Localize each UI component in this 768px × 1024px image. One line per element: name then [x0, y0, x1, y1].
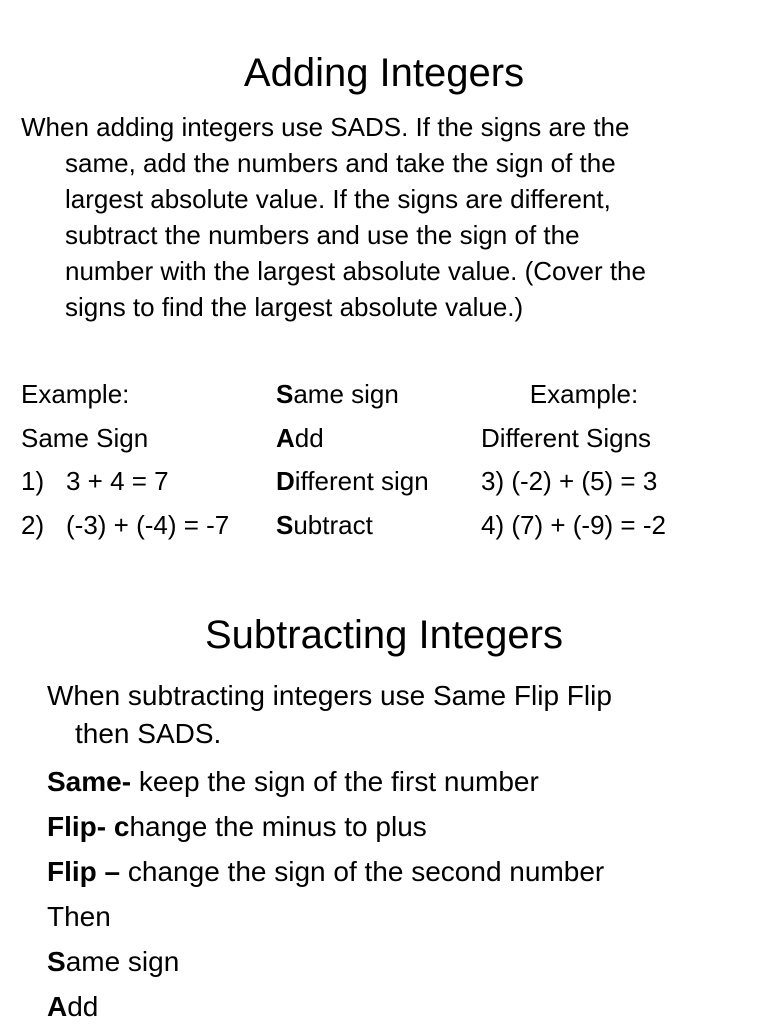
sads-item — [47, 939, 747, 984]
sads-letter: A — [276, 422, 295, 453]
explanation-line: signs to find the largest absolute value.) — [65, 292, 524, 322]
sads-letter: S — [47, 946, 66, 977]
page-title: Adding Integers — [243, 51, 525, 95]
example-item — [21, 460, 229, 504]
example-heading: Example: — [529, 379, 639, 409]
example-text: 3 + 4 = 7 — [66, 466, 169, 496]
sads-letter: D — [276, 466, 295, 496]
example-text: (-3) + (-4) = -7 — [66, 509, 230, 540]
sads-rest: dd — [67, 991, 99, 1022]
rule-keyword: Flip- c — [47, 811, 130, 842]
explanation-line: When adding integers use SADS. If the signs are the — [21, 112, 630, 142]
rule-text: keep the sign of the first number — [131, 766, 539, 797]
rule-keyword: Flip – — [47, 856, 121, 887]
explanation-line: When subtracting integers use Same Flip Flip — [47, 680, 612, 711]
section-title: Subtracting Integers — [205, 613, 563, 657]
sads-letter: S — [276, 509, 294, 540]
example-subheading: Different Signs — [481, 422, 652, 453]
then-label: Then — [47, 901, 111, 932]
sads-letter: A — [47, 991, 68, 1022]
sads-item — [276, 373, 429, 417]
example-item — [21, 504, 229, 548]
sads-item — [276, 460, 429, 504]
same-sign-examples — [21, 373, 229, 547]
sads-rest: ubtract — [293, 509, 373, 540]
sads-item — [276, 417, 429, 461]
example-subheading: Same Sign — [21, 422, 149, 453]
example-number: 1) — [21, 466, 45, 496]
sads-item — [276, 504, 429, 548]
subtracting-explanation — [47, 677, 747, 1024]
sads-rest: dd — [294, 422, 324, 453]
explanation-line: then SADS. — [75, 718, 222, 749]
different-sign-examples — [481, 373, 687, 547]
adding-explanation — [21, 109, 741, 325]
sads-rest: ame sign — [65, 946, 180, 977]
rule-text: change the sign of the second number — [120, 856, 605, 887]
example-number: 2) — [21, 509, 45, 540]
explanation-line: number with the largest absolute value. (Cover the — [65, 256, 646, 286]
rule-item — [47, 849, 747, 894]
example-heading: Example: — [21, 379, 130, 409]
explanation-line: subtract the numbers and use the sign of the — [65, 220, 580, 250]
rule-item — [47, 804, 747, 849]
sads-rest: ifferent sign — [294, 466, 429, 496]
sads-letter: S — [276, 379, 294, 409]
rule-keyword: Same- — [47, 766, 132, 797]
rule-text: hange the minus to plus — [129, 811, 427, 842]
sads-rest: ame sign — [293, 379, 399, 409]
explanation-line: largest absolute value. If the signs are different, — [65, 184, 611, 214]
example-item: 4) (7) + (-9) = -2 — [481, 509, 666, 540]
explanation-line: same, add the numbers and take the sign of the — [65, 148, 616, 178]
sads-mnemonic — [276, 373, 429, 547]
rule-item — [47, 759, 747, 804]
example-item: 3) (-2) + (5) = 3 — [481, 466, 658, 496]
sads-item — [47, 984, 747, 1024]
